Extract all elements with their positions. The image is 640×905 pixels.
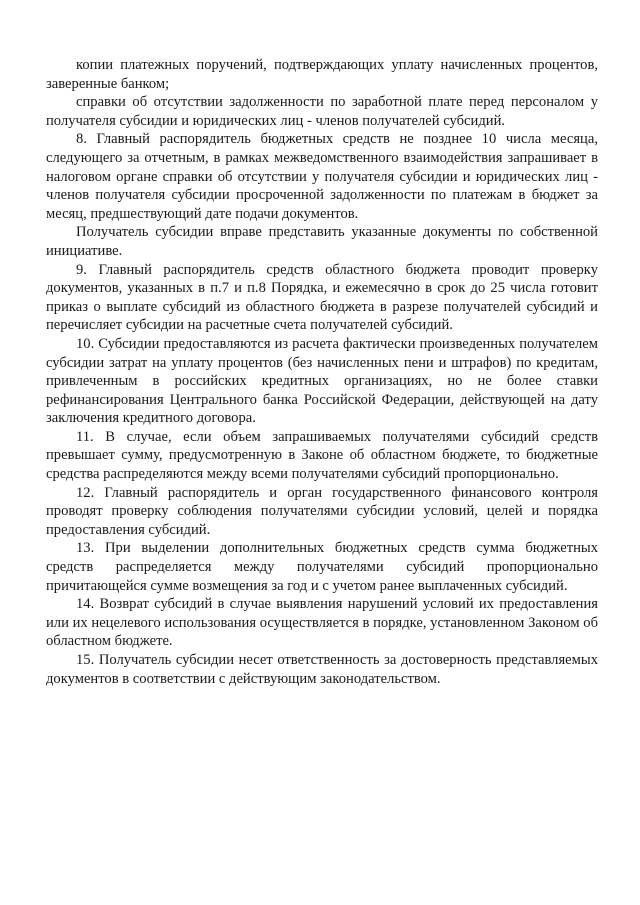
paragraph-item-11: 11. В случае, если объем запрашиваемых получателями субсидий средств превышает сумму, предусмотренную в Законе об областном бюджете, то бюджетные средства распределяются между всеми получателями субсидий пропорционально. <box>46 428 598 483</box>
paragraph-item-15: 15. Получатель субсидии несет ответственность за достоверность представляемых документов в соответствии с действующим законодательством. <box>46 652 598 687</box>
paragraph-item-8: 8. Главный распорядитель бюджетных средств не позднее 10 числа месяца, следующего за отчетным, в рамках межведомственного взаимодействия запрашивает в налоговом органе справки об отсутствии у получателя субсидии и юридических лиц - членов получателя субсидии просроченной задолженности по платежам в бюджет за месяц, предшествующий дате подачи документов. <box>46 131 598 222</box>
paragraph-item-14: 14. Возврат субсидий в случае выявления нарушений условий их предоставления или их нецелевого использования осуществляется в порядке, установленном Законом об областном бюджете. <box>46 596 598 650</box>
paragraph-item-9: 9. Главный распорядитель средств областного бюджета проводит проверку документов, указанных в п.7 и п.8 Порядка, и ежемесячно в срок до 25 числа готовит приказ о выплате субсидий из областного бюджета в разрезе получателей субсидий и перечисляет субсидии на расчетные счета получателей субсидий. <box>46 261 598 334</box>
document-page <box>46 56 598 688</box>
paragraph-item-12: 12. Главный распорядитель и орган государственного финансового контроля проводят проверку соблюдения получателями субсидии условий, целей и порядка предоставления субсидий. <box>46 484 598 538</box>
paragraph-item-13: 13. При выделении дополнительных бюджетных средств сумма бюджетных средств распределяется между получателями субсидий пропорционально причитающейся сумме возмещения за год и с учетом ранее выплаченных субсидий. <box>46 540 598 594</box>
paragraph-salary-debt-certificate: справки об отсутствии задолженности по заработной плате перед персоналом у получателя субсидии и юридических лиц - членов получателей субсидий. <box>46 94 598 129</box>
paragraph-own-initiative: Получатель субсидии вправе представить указанные документы по собственной инициативе. <box>46 224 598 259</box>
paragraph-item-10: 10. Субсидии предоставляются из расчета фактически произведенных получателем субсидии затрат на уплату процентов (без начисленных пени и штрафов) по кредитам, привлеченным в российских кредитных организациях, но не более ставки рефинансирования Центрального банка Российской Федерации, действующей на дату заключения кредитного договора. <box>46 335 598 427</box>
paragraph-payment-orders: копии платежных поручений, подтверждающих уплату начисленных процентов, заверенные банком; <box>46 57 598 92</box>
